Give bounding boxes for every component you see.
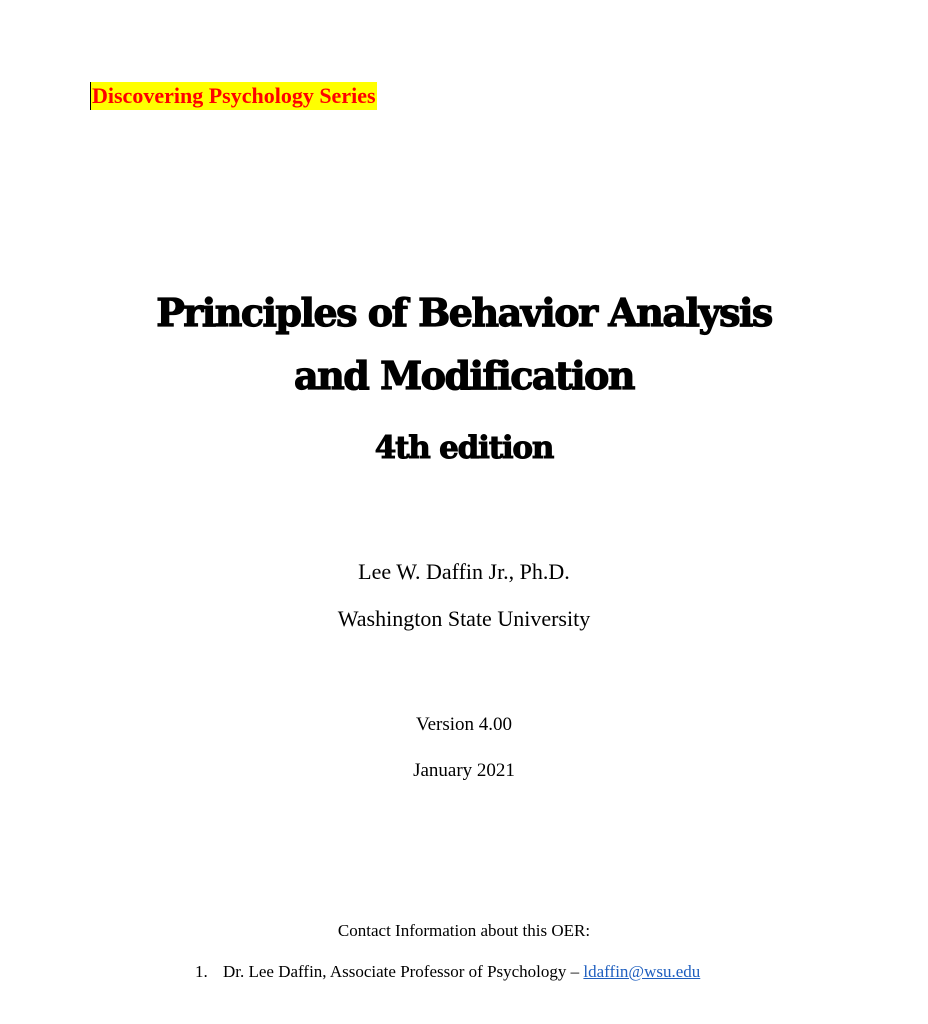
contact-heading: Contact Information about this OER: [337, 921, 591, 940]
author-name: Lee W. Daffin Jr., Ph.D. [358, 559, 570, 584]
series-label: Discovering Psychology Series [92, 83, 376, 108]
version-label: Version 4.00 [415, 714, 513, 735]
publication-date: January 2021 [413, 760, 515, 781]
book-title-line-2: and Modification [294, 353, 634, 398]
contact-list [195, 960, 700, 984]
list-item-number: 1. [195, 962, 208, 981]
contact-email-link[interactable]: ldaffin@wsu.edu [583, 962, 701, 981]
contact-text: Dr. Lee Daffin, Associate Professor of Psychology – [223, 962, 584, 981]
list-item [195, 960, 700, 984]
edition-label: 4th edition [374, 430, 554, 466]
author-affiliation: Washington State University [337, 606, 591, 631]
book-title-line-1: Principles of Behavior Analysis [156, 290, 772, 335]
